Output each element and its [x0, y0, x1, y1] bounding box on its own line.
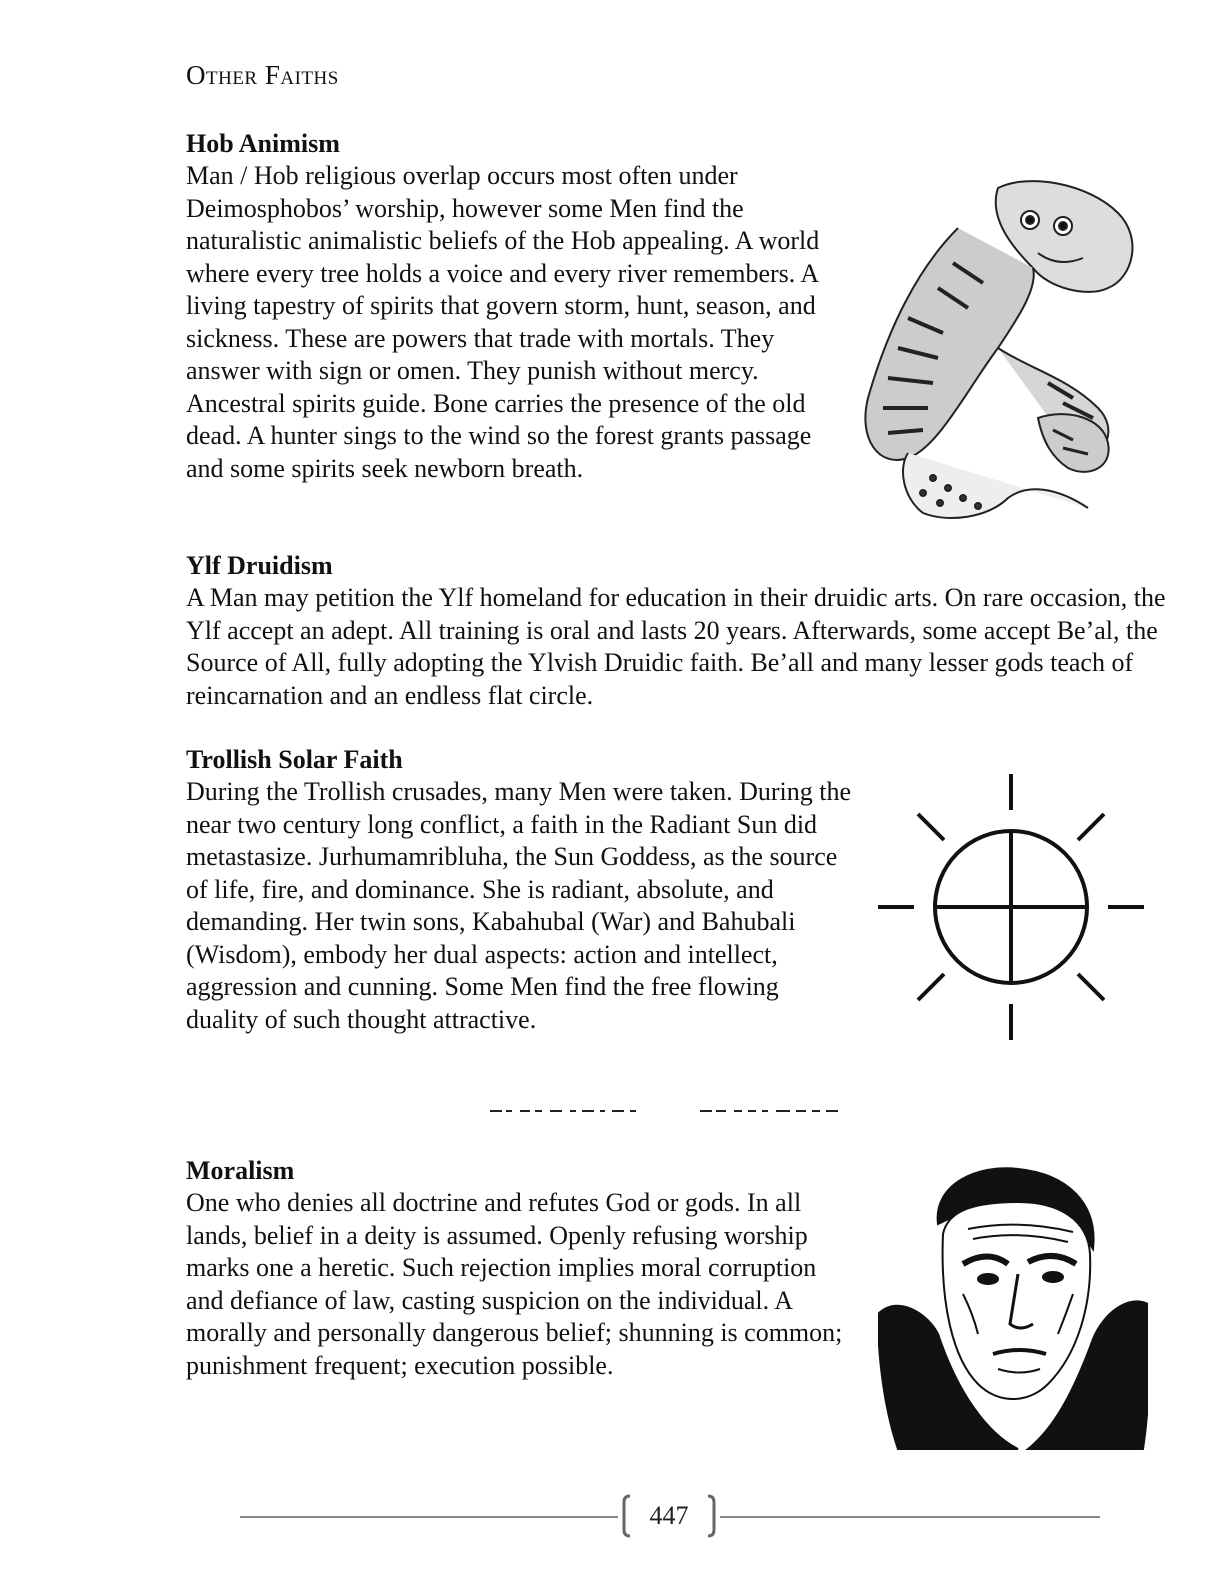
- old-man-portrait: [878, 1164, 1148, 1450]
- section-title: Trollish Solar Faith: [186, 745, 403, 774]
- section-body: A Man may petition the Ylf homeland for education in their druidic arts. On rare occasion, the Ylf accept an adept. All training is oral and lasts 20 years. Afterwards, some accept Be’al, the Source of All, fully adopting the Ylvish Druidic faith. Be’all and many lesser gods teach of reincarnation and an endless flat circle.: [186, 583, 1166, 710]
- section-trollish-solar-faith: [186, 744, 856, 1036]
- section-body: One who denies all doctrine and refutes God or gods. In all lands, belief in a deity is assumed. Openly refusing worship marks one a heretic. Such rejection implies moral corruption and defiance of law, casting suspicion on the individual. A morally and personally dangerous belief; shunning is common; punishment frequent; execution possible.: [186, 1188, 843, 1380]
- section-body: Man / Hob religious overlap occurs most often under Deimosphobos’ worship, however some Men find the naturalistic animalistic beliefs of the Hob appealing. A world where every tree holds a voice and every river remembers. A living tapestry of spirits that govern storm, hunt, season, and sickness. These are powers that trade with mortals. They answer with sign or omen. They punish without mercy. Ancestral spirits guide. Bone carries the presence of the old dead. A hunter sings to the wind so the forest grants passage and some spirits seek newborn breath.: [186, 161, 820, 483]
- section-title: Hob Animism: [186, 129, 340, 158]
- footer-rule-right: [720, 1516, 1100, 1518]
- section-moralism: [186, 1155, 856, 1382]
- running-head: Other Faiths: [186, 60, 339, 90]
- section-hob-animism: [186, 128, 836, 485]
- sun-symbol: [874, 770, 1148, 1044]
- ornamental-divider: [490, 1105, 840, 1115]
- section-body: During the Trollish crusades, many Men were taken. During the near two century long conflict, a faith in the Radiant Sun did metastasize. Jurhumamribluha, the Sun Goddess, as the source of life, fire, and dominance. She is radiant, absolute, and demanding. Her twin sons, Kabahubal (War) and Bahubali (Wisdom), embody her dual aspects: action and intellect, aggression and cunning. Some Men find the free flowing duality of such thought attractive.: [186, 777, 852, 1034]
- page-number: 447: [649, 1501, 689, 1530]
- section-title: Ylf Druidism: [186, 551, 333, 580]
- footer-rule-left: [240, 1516, 618, 1518]
- section-title: Moralism: [186, 1156, 295, 1185]
- page-number-frame: [620, 1494, 718, 1538]
- tiger-illustration: [848, 168, 1148, 528]
- section-ylf-druidism: [186, 550, 1166, 712]
